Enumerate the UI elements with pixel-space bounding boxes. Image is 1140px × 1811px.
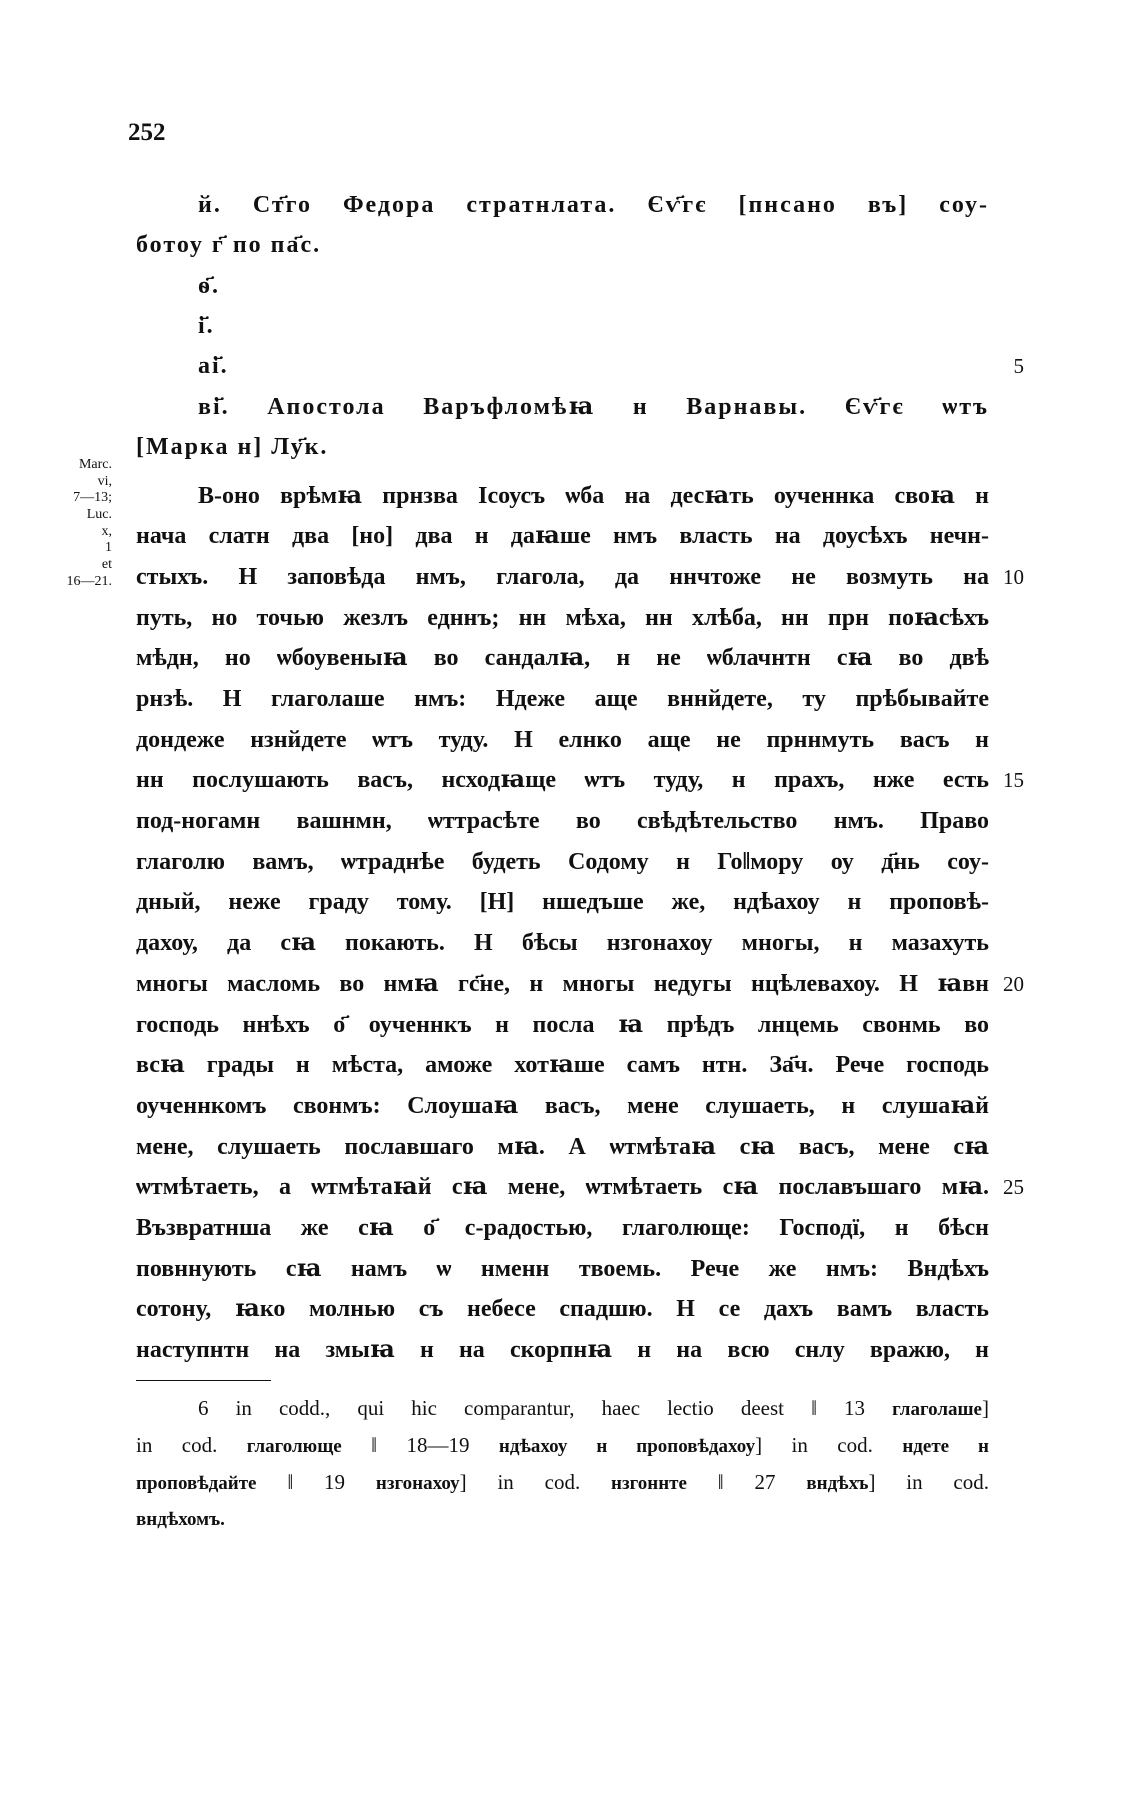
margin-reference-line: et [101, 557, 112, 573]
heading-line: й. Ст҃го Федора стратнлата. Єѵ҃гє [пнсано въ] соу- [198, 192, 989, 218]
heading-line: ѳ҃. [198, 272, 220, 299]
footnote-text: ] in cod. [868, 1469, 989, 1494]
margin-reference-line: Marc. [78, 457, 112, 472]
footnote-text: in cod. [136, 1432, 247, 1457]
lection-headings [136, 185, 1024, 467]
margin-reference-line: 1 [105, 540, 112, 556]
footnote-line [136, 1390, 989, 1427]
heading-line: ботоу г҃ по па҃с. [136, 232, 322, 259]
line-number: 10 [1003, 564, 1024, 589]
text-line: глаголю вамъ, ѡтраднѣе будеть Содому н Го‖мору оу д҃нь соу- [136, 848, 989, 875]
footnote-text: ] [982, 1396, 989, 1420]
footnote-variant: глаголюще [246, 1435, 342, 1457]
footnote-variant: вндѣхъ [806, 1472, 869, 1494]
footnotes [136, 1390, 989, 1537]
footnote-text: ‖ 19 [256, 1469, 376, 1494]
lection-text [136, 476, 1024, 1371]
footnote-text: ] in cod. [755, 1432, 903, 1457]
text-line: путь, но точью жезлъ едннъ; нн мѣха, нн хлѣба, нн прн поꙗсѣхъ [136, 604, 989, 631]
footnote-variant: вндѣхомъ. [136, 1509, 225, 1531]
footnote-variant: ндѣахоу н проповѣдахоу [498, 1435, 756, 1457]
text-line: наступнтн на змыꙗ н на скорпнꙗ н на всю снлу вражю, н [136, 1337, 989, 1364]
text-line: всꙗ грады н мѣста, аможе хотꙗше самъ нтн. За҃ч. Рече господь [136, 1052, 989, 1079]
text-line: многы масломь во нмꙗ гс҃не, н многы недугы нцѣлевахоу. Н ꙗвн 20 [136, 964, 989, 1005]
footnote-variant: нзгонахоу [375, 1472, 460, 1494]
text-line: дный, неже граду тому. [Н] ншедъше же, ндѣахоу н проповѣ- [136, 889, 989, 916]
text-line: стыхъ. Н заповѣда нмъ, глагола, да ннчтоже не возмуть на 10 [136, 557, 989, 598]
text-line: В-оно врѣмꙗ прнзва Ісоусъ ѡба на десꙗть оученнка своꙗ н [198, 482, 989, 509]
footnote-variant: ндете н [902, 1435, 989, 1457]
footnote-text: ‖ 18—19 [341, 1432, 499, 1457]
margin-reference-line: 7—13; [73, 490, 112, 506]
text-line: Възвратнша же сꙗ о҃ с-радостью, глаголюще: Господї, н бѣсн [136, 1214, 989, 1241]
line-number: 15 [1003, 768, 1024, 793]
text-line: мѣдн, но ѡбоувеныꙗ во сандалꙗ, н не ѡблачнтн сꙗ во двѣ [136, 645, 989, 672]
text-line: дондеже нзнйдете ѡтъ туду. Н елнко аще не прннмуть васъ н [136, 726, 989, 753]
margin-reference-line: vi, [97, 473, 112, 489]
heading-line: ві҃. Апостола Варъфломѣꙗ н Варнавы. Єѵ҃гє ѡтъ [198, 393, 989, 420]
footnote-variant: проповѣдайте [136, 1472, 257, 1494]
line-number: 20 [1003, 971, 1024, 996]
text-line: под-ногамн вашнмн, ѡттрасѣте во свѣдѣтельство нмъ. Право [136, 808, 989, 835]
text-line: мене, слушаеть пославшаго мꙗ. А ѡтмѣтаꙗ сꙗ васъ, мене сꙗ [136, 1133, 989, 1160]
footnote-variant: глаголаше [892, 1399, 982, 1420]
line-number: 25 [1003, 1175, 1024, 1200]
footnote-text: 6 in codd., qui hic comparantur, haec lectio deest ‖ 13 [198, 1396, 893, 1420]
text-line: дахоу, да сꙗ покають. Н бѣсы нзгонахоу многы, н мазахуть [136, 930, 989, 957]
heading-line: аі҃. 5 [136, 346, 989, 386]
footnote-text: ‖ 27 [686, 1469, 807, 1494]
text-line: сотону, ꙗко молнью съ небесе спадшю. Н се дахъ вамъ власть [136, 1296, 989, 1323]
margin-reference [48, 457, 112, 591]
heading-line: [Марка н] Лу҃к. [136, 434, 329, 461]
margin-reference-line: Luc. [86, 507, 112, 523]
heading-line: і҃. [198, 313, 215, 340]
text-line: нн послушають васъ, нсходꙗще ѡтъ туду, н прахъ, нже есть 15 [136, 760, 989, 801]
page-number: 252 [128, 119, 166, 146]
footnote-rule [136, 1380, 271, 1381]
line-number: 5 [1013, 354, 1024, 379]
text-line: господь ннѣхъ о҃ оученнкъ н посла ꙗ прѣдъ лнцемь свонмь во [136, 1011, 989, 1038]
footnote-line [136, 1464, 989, 1501]
margin-reference-line: 16—21. [66, 573, 112, 589]
text-line: рнзѣ. Н глаголаше нмъ: Ндеже аще вннйдете, ту прѣбывайте [136, 686, 989, 713]
text-line: нача слатн два [но] два н даꙗше нмъ власть на доусѣхъ нечн- [136, 523, 989, 550]
footnote-line [136, 1500, 989, 1537]
text-line: повннують сꙗ намъ ѡ нменн твоемь. Рече же нмъ: Вндѣхъ [136, 1255, 989, 1282]
margin-reference-line: x, [101, 523, 112, 539]
footnote-text: ] in cod. [459, 1469, 612, 1494]
footnote-line [136, 1427, 989, 1464]
footnote-variant: нзгоннте [611, 1472, 687, 1494]
text-line: оученнкомъ свонмъ: Слоушаꙗ васъ, мене слушаеть, н слушаꙗй [136, 1092, 989, 1119]
text-line: ѡтмѣтаеть, а ѡтмѣтаꙗй сꙗ мене, ѡтмѣтаеть сꙗ пославъшаго мꙗ. 25 [136, 1167, 989, 1208]
